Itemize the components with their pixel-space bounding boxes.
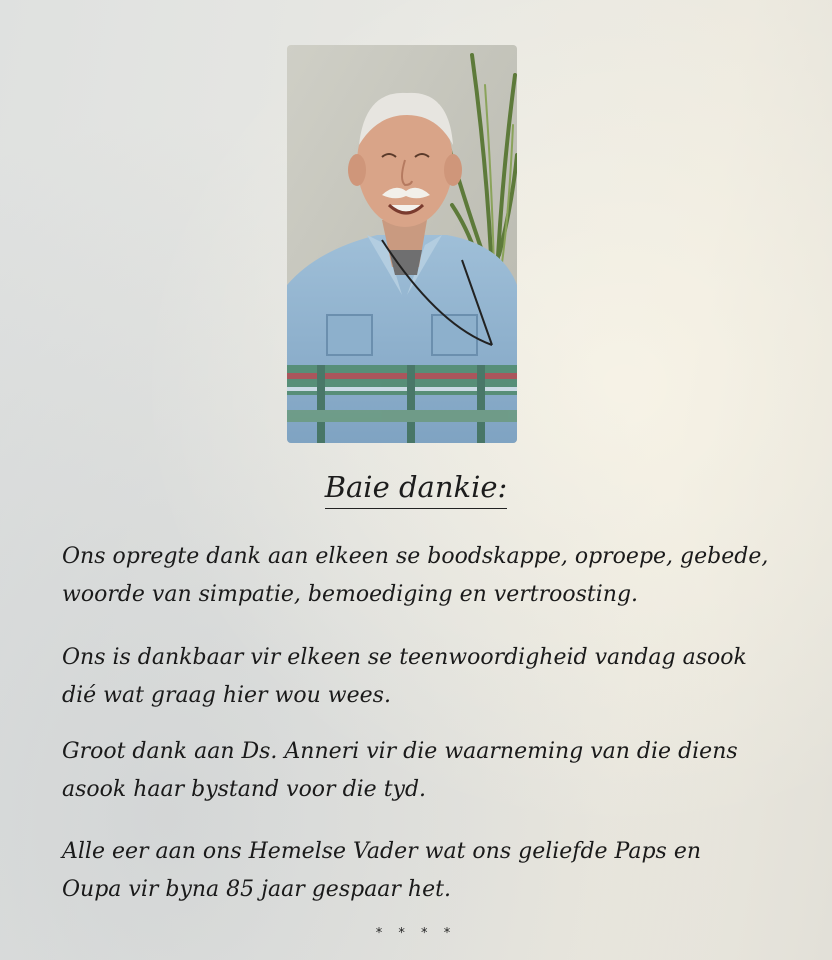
paragraph-line: Alle eer aan ons Hemelse Vader wat ons geliefde Paps en [62,839,702,864]
paragraph-messages [62,538,769,614]
paragraph-line: Ons opregte dank aan elkeen se boodskappe, oproepe, gebede, [62,544,769,569]
thank-you-heading [0,470,832,504]
paragraph-line: Oupa vir byna 85 jaar gespaar het. [62,877,451,902]
portrait-photo [287,45,517,443]
paragraph-minister [62,733,762,809]
paragraph-honour [62,833,762,909]
paragraph-presence [62,639,762,715]
heading-text: Baie dankie: [325,470,508,509]
paragraph-line: Groot dank aan Ds. Anneri vir die waarneming van die diens [62,739,738,764]
paragraph-line: Ons is dankbaar vir elkeen se teenwoordigheid vandag asook [62,645,747,670]
star-ornament: * * * * [375,926,457,941]
portrait-image [287,45,517,443]
paragraph-line: woorde van simpatie, bemoediging en vertroosting. [62,582,639,607]
paragraph-line: asook haar bystand voor die tyd. [62,777,427,802]
paragraph-line: dié wat graag hier wou wees. [62,683,391,708]
